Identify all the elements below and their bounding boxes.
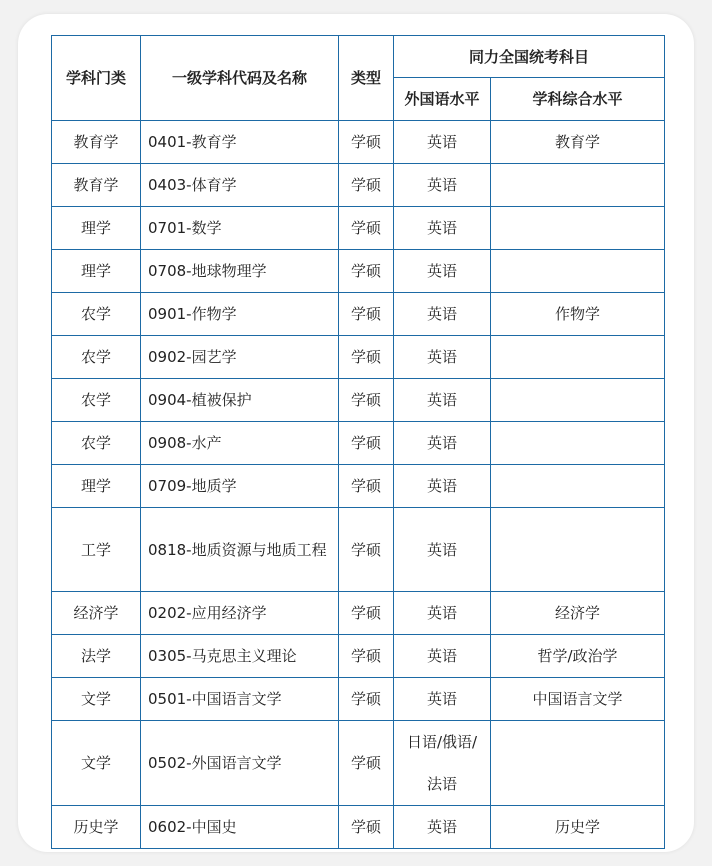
header-exam-group: 同力全国统考科目 [394,36,665,78]
cell-category: 理学 [52,250,141,293]
cell-code-name: 0401-教育学 [141,121,339,164]
cell-category: 农学 [52,293,141,336]
cell-category: 文学 [52,721,141,806]
cell-comprehensive: 中国语言文学 [491,678,665,721]
table-row [52,379,665,422]
cell-foreign: 英语 [394,422,491,465]
cell-category: 教育学 [52,121,141,164]
cell-foreign: 英语 [394,508,491,592]
cell-code-name: 0403-体育学 [141,164,339,207]
table-row [52,806,665,849]
table-row [52,635,665,678]
cell-category: 历史学 [52,806,141,849]
cell-foreign: 英语 [394,164,491,207]
cell-category: 农学 [52,336,141,379]
cell-code-name: 0818-地质资源与地质工程 [141,508,339,592]
exam-subjects-table [51,35,665,849]
cell-type: 学硕 [339,207,394,250]
cell-foreign: 英语 [394,293,491,336]
cell-comprehensive [491,207,665,250]
cell-foreign: 英语 [394,379,491,422]
table-row [52,336,665,379]
cell-comprehensive [491,250,665,293]
cell-comprehensive [491,422,665,465]
cell-category: 工学 [52,508,141,592]
cell-type: 学硕 [339,422,394,465]
cell-code-name: 0501-中国语言文学 [141,678,339,721]
cell-foreign: 英语 [394,678,491,721]
cell-category: 法学 [52,635,141,678]
cell-category: 教育学 [52,164,141,207]
cell-comprehensive [491,164,665,207]
cell-code-name: 0708-地球物理学 [141,250,339,293]
table-row [52,465,665,508]
cell-code-name: 0602-中国史 [141,806,339,849]
cell-foreign: 英语 [394,592,491,635]
cell-foreign: 英语 [394,336,491,379]
cell-comprehensive [491,508,665,592]
cell-type: 学硕 [339,592,394,635]
cell-category: 理学 [52,465,141,508]
cell-type: 学硕 [339,508,394,592]
cell-comprehensive [491,379,665,422]
cell-foreign: 英语 [394,250,491,293]
header-foreign: 外国语水平 [394,78,491,121]
cell-code-name: 0202-应用经济学 [141,592,339,635]
cell-code-name: 0901-作物学 [141,293,339,336]
cell-code-name: 0709-地质学 [141,465,339,508]
header-category: 学科门类 [52,36,141,121]
table-row [52,207,665,250]
cell-type: 学硕 [339,250,394,293]
cell-code-name: 0502-外国语言文学 [141,721,339,806]
table-row [52,422,665,465]
table-row [52,293,665,336]
table-row [52,164,665,207]
cell-foreign: 英语 [394,121,491,164]
cell-foreign: 英语 [394,207,491,250]
table-row [52,592,665,635]
cell-type: 学硕 [339,678,394,721]
cell-comprehensive [491,465,665,508]
cell-category: 理学 [52,207,141,250]
header-type: 类型 [339,36,394,121]
cell-code-name: 0904-植被保护 [141,379,339,422]
cell-code-name: 0902-园艺学 [141,336,339,379]
cell-type: 学硕 [339,293,394,336]
cell-category: 农学 [52,422,141,465]
cell-comprehensive: 经济学 [491,592,665,635]
cell-type: 学硕 [339,164,394,207]
cell-comprehensive: 作物学 [491,293,665,336]
cell-category: 经济学 [52,592,141,635]
cell-type: 学硕 [339,806,394,849]
cell-code-name: 0305-马克思主义理论 [141,635,339,678]
cell-type: 学硕 [339,635,394,678]
table-row [52,121,665,164]
table-row [52,678,665,721]
cell-type: 学硕 [339,721,394,806]
header-code-name: 一级学科代码及名称 [141,36,339,121]
table-row [52,508,665,592]
cell-foreign: 日语/俄语/法语 [394,721,491,806]
cell-code-name: 0701-数学 [141,207,339,250]
cell-comprehensive: 历史学 [491,806,665,849]
cell-code-name: 0908-水产 [141,422,339,465]
cell-type: 学硕 [339,465,394,508]
cell-type: 学硕 [339,121,394,164]
cell-comprehensive: 教育学 [491,121,665,164]
table-row [52,250,665,293]
cell-type: 学硕 [339,379,394,422]
cell-foreign: 英语 [394,806,491,849]
header-comprehensive: 学科综合水平 [491,78,665,121]
table-row [52,721,665,806]
cell-category: 农学 [52,379,141,422]
cell-type: 学硕 [339,336,394,379]
cell-comprehensive: 哲学/政治学 [491,635,665,678]
cell-category: 文学 [52,678,141,721]
cell-comprehensive [491,336,665,379]
cell-comprehensive [491,721,665,806]
cell-foreign: 英语 [394,635,491,678]
cell-foreign: 英语 [394,465,491,508]
